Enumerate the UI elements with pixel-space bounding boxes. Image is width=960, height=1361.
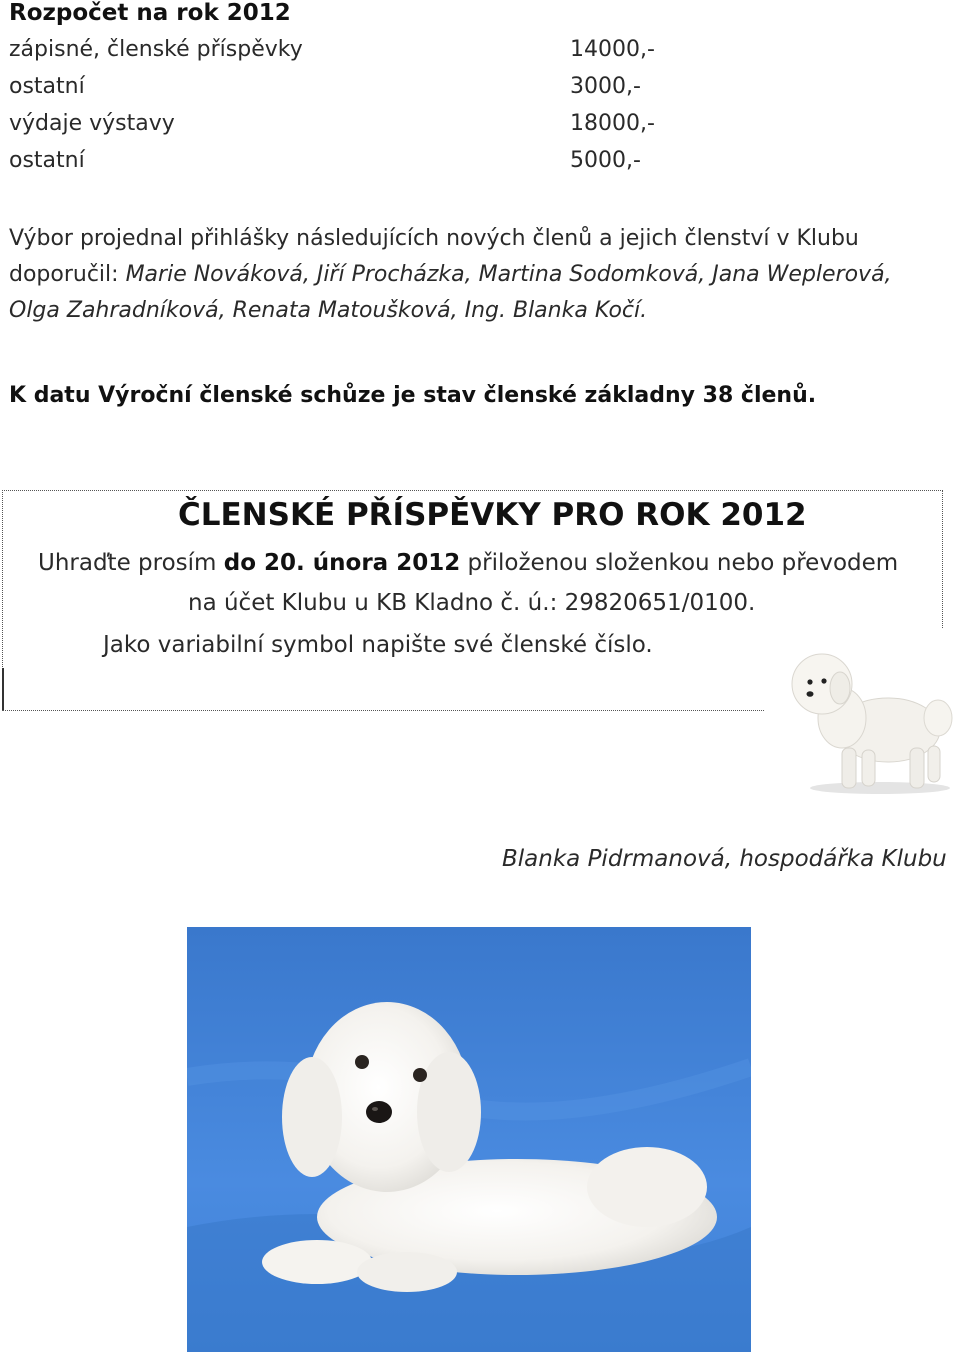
fees-symbol-line: Jako variabilní symbol napište své členské číslo. bbox=[103, 632, 653, 658]
fees-box-border bbox=[942, 490, 943, 628]
bichon-illustration bbox=[780, 648, 955, 798]
budget-row-amount: 14000,- bbox=[570, 37, 655, 62]
committee-intro: Výbor projednal přihlášky následujících nových členů a jejich členství v Klubu doporučil: bbox=[9, 226, 859, 287]
budget-row bbox=[9, 74, 649, 110]
fees-box-border bbox=[2, 668, 4, 710]
budget-row bbox=[9, 148, 649, 184]
fees-line1-suffix: přiloženou složenkou nebo převodem bbox=[460, 550, 899, 576]
budget-row bbox=[9, 37, 655, 73]
committee-new-members: Marie Nováková, Jiří Procházka, Martina Sodomková, Jana Weplerová, Olga Zahradníková, Renata Matoušková, Ing. Blanka Kočí. bbox=[9, 262, 892, 323]
signature: Blanka Pidrmanová, hospodářka Klubu bbox=[502, 846, 947, 872]
budget-row-label: výdaje výstavy bbox=[9, 111, 175, 136]
fees-deadline: do 20. února 2012 bbox=[223, 550, 461, 576]
fees-account-line: na účet Klubu u KB Kladno č. ú.: 29820651/0100. bbox=[188, 590, 756, 616]
budget-row-amount: 18000,- bbox=[570, 111, 655, 136]
members-statement: K datu Výroční členské schůze je stav členské základny 38 členů. bbox=[9, 383, 817, 408]
budget-row-label: ostatní bbox=[9, 148, 85, 173]
budget-row-label: ostatní bbox=[9, 74, 85, 99]
fees-deadline-line bbox=[38, 550, 898, 576]
budget-row bbox=[9, 111, 655, 147]
puppy-photo bbox=[187, 927, 751, 1352]
fees-title: ČLENSKÉ PŘÍSPĚVKY PRO ROK 2012 bbox=[178, 497, 807, 533]
budget-row-amount: 3000,- bbox=[570, 74, 641, 99]
fees-box-border bbox=[2, 710, 764, 711]
budget-row-label: zápisné, členské příspěvky bbox=[9, 37, 303, 62]
fees-line1-prefix: Uhraďte prosím bbox=[38, 550, 224, 576]
committee-paragraph bbox=[9, 221, 944, 329]
budget-row-amount: 5000,- bbox=[570, 148, 641, 173]
budget-title: Rozpočet na rok 2012 bbox=[9, 0, 291, 26]
